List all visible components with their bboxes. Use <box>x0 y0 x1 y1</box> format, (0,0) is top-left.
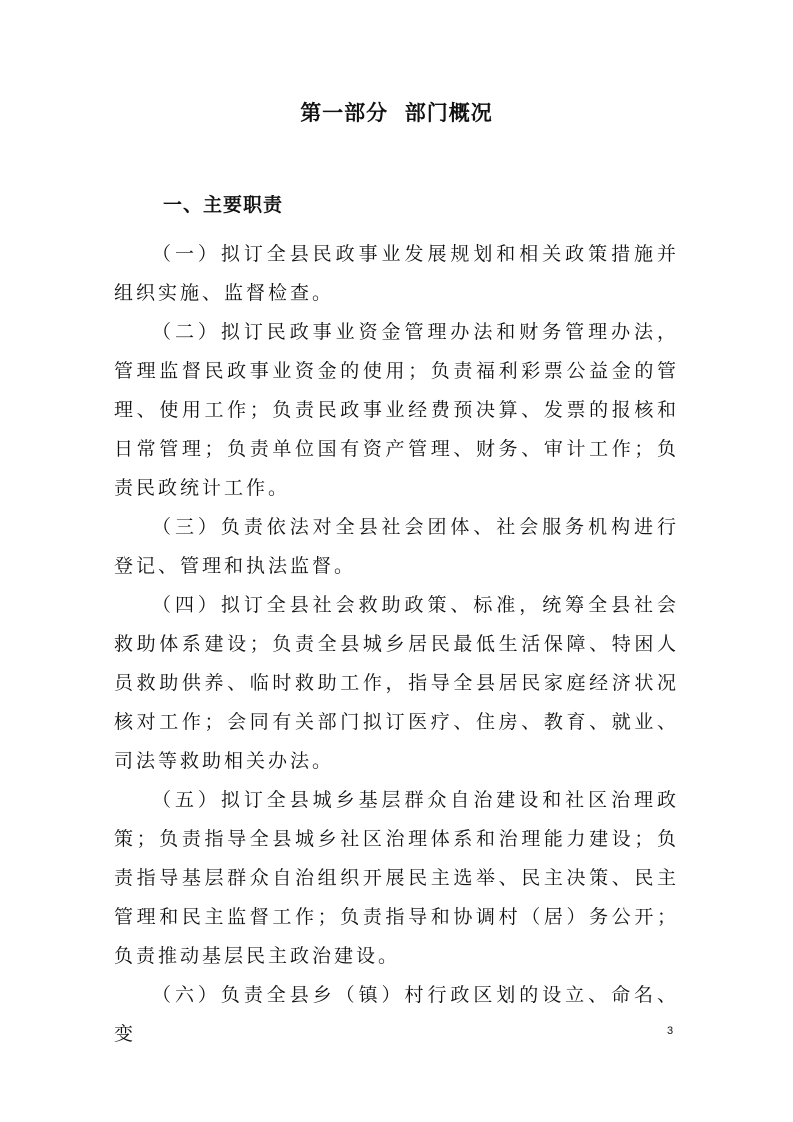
section-heading: 一、主要职责 <box>163 194 284 216</box>
paragraph-5: （五）拟订全县城乡基层群众自治建设和社区治理政策；负责指导全县城乡社区治理体系和治理能力建设；负责指导基层群众自治组织开展民主选举、民主决策、民主管理和民主监督工作；负责指导和协调村（居）务公开；负责推动基层民主政治建设。 <box>114 789 679 967</box>
page-number: 3 <box>667 1025 674 1037</box>
paragraph-1: （一）拟订全县民政事业发展规划和相关政策措施并组织实施、监督检查。 <box>114 243 679 304</box>
paragraph-3: （三）负责依法对全县社会团体、社会服务机构进行登记、管理和执法监督。 <box>114 516 679 577</box>
body-text <box>114 235 679 1054</box>
paragraph-6: （六）负责全县乡（镇）村行政区划的设立、命名、变 <box>114 984 679 1045</box>
page-title: 第一部分 部门概况 <box>300 101 493 125</box>
paragraph-4: （四）拟订全县社会救助政策、标准，统筹全县社会救助体系建设；负责全县城乡居民最低生活保障、特困人员救助供养、临时救助工作，指导全县居民家庭经济状况核对工作；会同有关部门拟订医疗、住房、教育、就业、司法等救助相关办法。 <box>114 594 679 772</box>
paragraph-2: （二）拟订民政事业资金管理办法和财务管理办法，管理监督民政事业资金的使用；负责福利彩票公益金的管理、使用工作；负责民政事业经费预决算、发票的报核和日常管理；负责单位国有资产管理、财务、审计工作；负责民政统计工作。 <box>114 321 679 499</box>
